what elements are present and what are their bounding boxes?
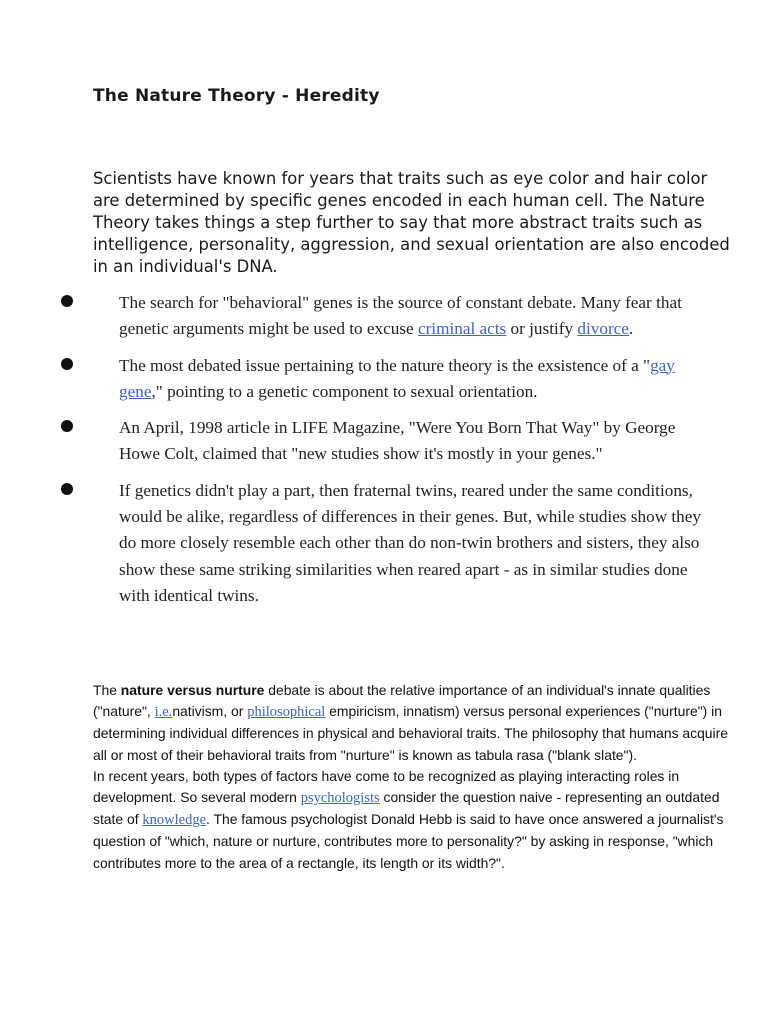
bullet-icon (61, 420, 73, 432)
psychologists-link[interactable]: psychologists (300, 790, 380, 807)
body-text-segment: empiricism, innatism) versus personal experiences ("nurture") in determining individual differences in physical and behavioral traits. The philosophy that humans acquire all or most of their behavioral traits from "nurture" is known as tabula rasa ("blank slate"). (93, 703, 728, 763)
divorce-link[interactable]: divorce (577, 319, 629, 339)
body-text-segment: debate is about the relative importance of an individual's innate qualities ("nature", (93, 682, 711, 720)
criminal-acts-link[interactable]: criminal acts (417, 319, 507, 339)
list-item (0, 290, 768, 343)
gay-gene-link[interactable]: gay gene (119, 355, 675, 401)
body-text-segment: The (93, 682, 121, 698)
body-text-segment: nativism, or (172, 703, 248, 720)
body-text-segment: . The famous psychologist Donald Hebb is said to have once answered a journalist's question of "which, nature or nurture, contributes more to personality?" by asking in response, "which contributes more to the area of a rectangle, its length or its width?". (93, 811, 724, 871)
bullet-text: An April, 1998 article in LIFE Magazine, "Were You Born That Way" by George Howe Colt, claimed that "new studies show it's mostly in your genes." (119, 418, 676, 464)
nature-nurture-section (93, 680, 733, 874)
philosophical-link[interactable]: philosophical (247, 704, 326, 721)
page-title: The Nature Theory - Heredity (93, 86, 380, 106)
bullet-text (119, 353, 719, 406)
body-text-segment: consider the question naive - representing an outdated state of (93, 789, 720, 828)
list-item (0, 353, 768, 406)
bullet-icon (61, 483, 73, 495)
bullet-text-segment: The most debated issue pertaining to the nature theory is the exsistence of a " (119, 355, 651, 375)
bullet-icon (61, 295, 73, 307)
bullet-icon (61, 358, 73, 370)
ie-link[interactable]: i.e. (154, 704, 173, 721)
body-text-segment: In recent years, both types of factors have come to be recognized as playing interacting roles in development. So several modern (93, 767, 680, 806)
nature-versus-nurture-term: nature versus nurture (120, 682, 265, 698)
list-item (0, 415, 768, 468)
bullet-text-segment: . (628, 319, 634, 339)
bullet-text-segment: ," pointing to a genetic component to sexual orientation. (151, 381, 538, 401)
intro-paragraph: Scientists have known for years that traits such as eye color and hair color are determined by specific genes encoded in each human cell. The Nature Theory takes things a step further to say that more abstract traits such as intelligence, personality, aggression, and sexual orientation are also encoded in an individual's DNA. (93, 169, 730, 276)
bullet-text: If genetics didn't play a part, then fraternal twins, reared under the same conditions, would be alike, regardless of differences in their genes. But, while studies show they do more closely resemble each other than do non-twin brothers and sisters, they also show these same striking similarities when reared apart - as in similar studies done with identical twins. (119, 480, 701, 605)
knowledge-link[interactable]: knowledge (142, 812, 207, 829)
bullet-text-segment: or justify (506, 319, 578, 339)
bullet-text-segment: The search for "behavioral" genes is the source of constant debate. Many fear that genetic arguments might be used to excuse (119, 293, 682, 339)
bullet-text (119, 290, 719, 343)
bullet-list (0, 290, 768, 609)
list-item (0, 478, 768, 609)
